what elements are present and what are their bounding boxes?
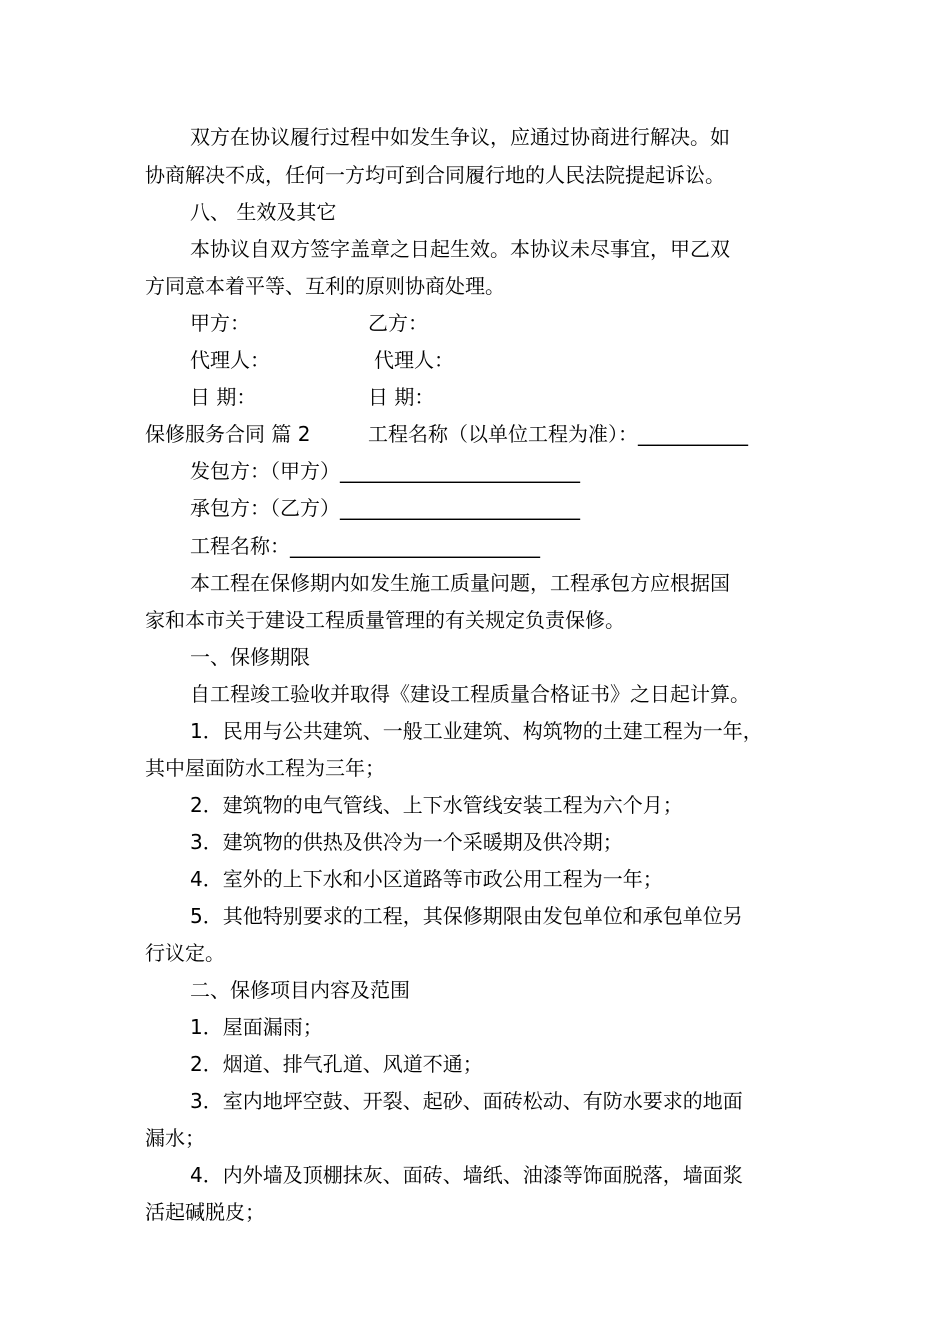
scope-item-3-line-1: 3．室内地坪空鼓、开裂、起砂、面砖松动、有防水要求的地面 <box>190 1089 743 1113</box>
warranty-start-para: 自工程竣工验收并取得《建设工程质量合格证书》之日起计算。 <box>190 682 750 706</box>
project-name-field: 工程名称：_________________________ <box>190 534 540 558</box>
effect-para-line-2: 方同意本着平等、互利的原则协商处理。 <box>145 274 505 298</box>
period-item-1-line-2: 其中屋面防水工程为三年； <box>145 756 385 780</box>
party-b-label: 乙方： <box>368 311 428 335</box>
party-a-label: 甲方： <box>190 311 250 335</box>
employer-field: 发包方：（甲方）________________________ <box>190 459 580 483</box>
section-heading-effect: 八、 生效及其它 <box>190 200 337 224</box>
dispute-para-line-1: 双方在协议履行过程中如发生争议，应通过协商进行解决。如 <box>190 125 730 149</box>
intro-para-line-2: 家和本市关于建设工程质量管理的有关规定负责保修。 <box>145 608 625 632</box>
contractor-field: 承包方：（乙方）________________________ <box>190 496 580 520</box>
period-item-2: 2．建筑物的电气管线、上下水管线安装工程为六个月； <box>190 793 683 817</box>
date-b-label: 日 期： <box>368 385 435 409</box>
period-item-5-line-2: 行议定。 <box>145 941 225 965</box>
scope-item-1: 1．屋面漏雨； <box>190 1015 323 1039</box>
scope-item-3-line-2: 漏水； <box>145 1126 205 1150</box>
scope-item-4-line-1: 4．内外墙及顶棚抹灰、面砖、墙纸、油漆等饰面脱落，墙面浆 <box>190 1163 743 1187</box>
period-item-4: 4．室外的上下水和小区道路等市政公用工程为一年； <box>190 867 663 891</box>
scope-item-2: 2．烟道、排气孔道、风道不通； <box>190 1052 483 1076</box>
scope-item-4-line-2: 活起碱脱皮； <box>145 1200 265 1224</box>
section-heading-scope: 二、保修项目内容及范围 <box>190 978 410 1002</box>
period-item-5-line-1: 5．其他特别要求的工程，其保修期限由发包单位和承包单位另 <box>190 904 743 928</box>
period-item-1-line-1: 1．民用与公共建筑、一般工业建筑、构筑物的土建工程为一年， <box>190 719 763 743</box>
period-item-3: 3．建筑物的供热及供冷为一个采暖期及供冷期； <box>190 830 623 854</box>
agent-b-label: 代理人： <box>374 348 454 372</box>
effect-para-line-1: 本协议自双方签字盖章之日起生效。本协议未尽事宜，甲乙双 <box>190 237 730 261</box>
contract-title: 保修服务合同 篇 2 <box>145 422 311 446</box>
date-a-label: 日 期： <box>190 385 257 409</box>
section-heading-warranty-period: 一、保修期限 <box>190 645 310 669</box>
agent-a-label: 代理人： <box>190 348 270 372</box>
project-name-field-top: 工程名称（以单位工程为准）：___________ <box>368 422 748 446</box>
dispute-para-line-2: 协商解决不成，任何一方均可到合同履行地的人民法院提起诉讼。 <box>145 163 725 187</box>
intro-para-line-1: 本工程在保修期内如发生施工质量问题，工程承包方应根据国 <box>190 571 730 595</box>
